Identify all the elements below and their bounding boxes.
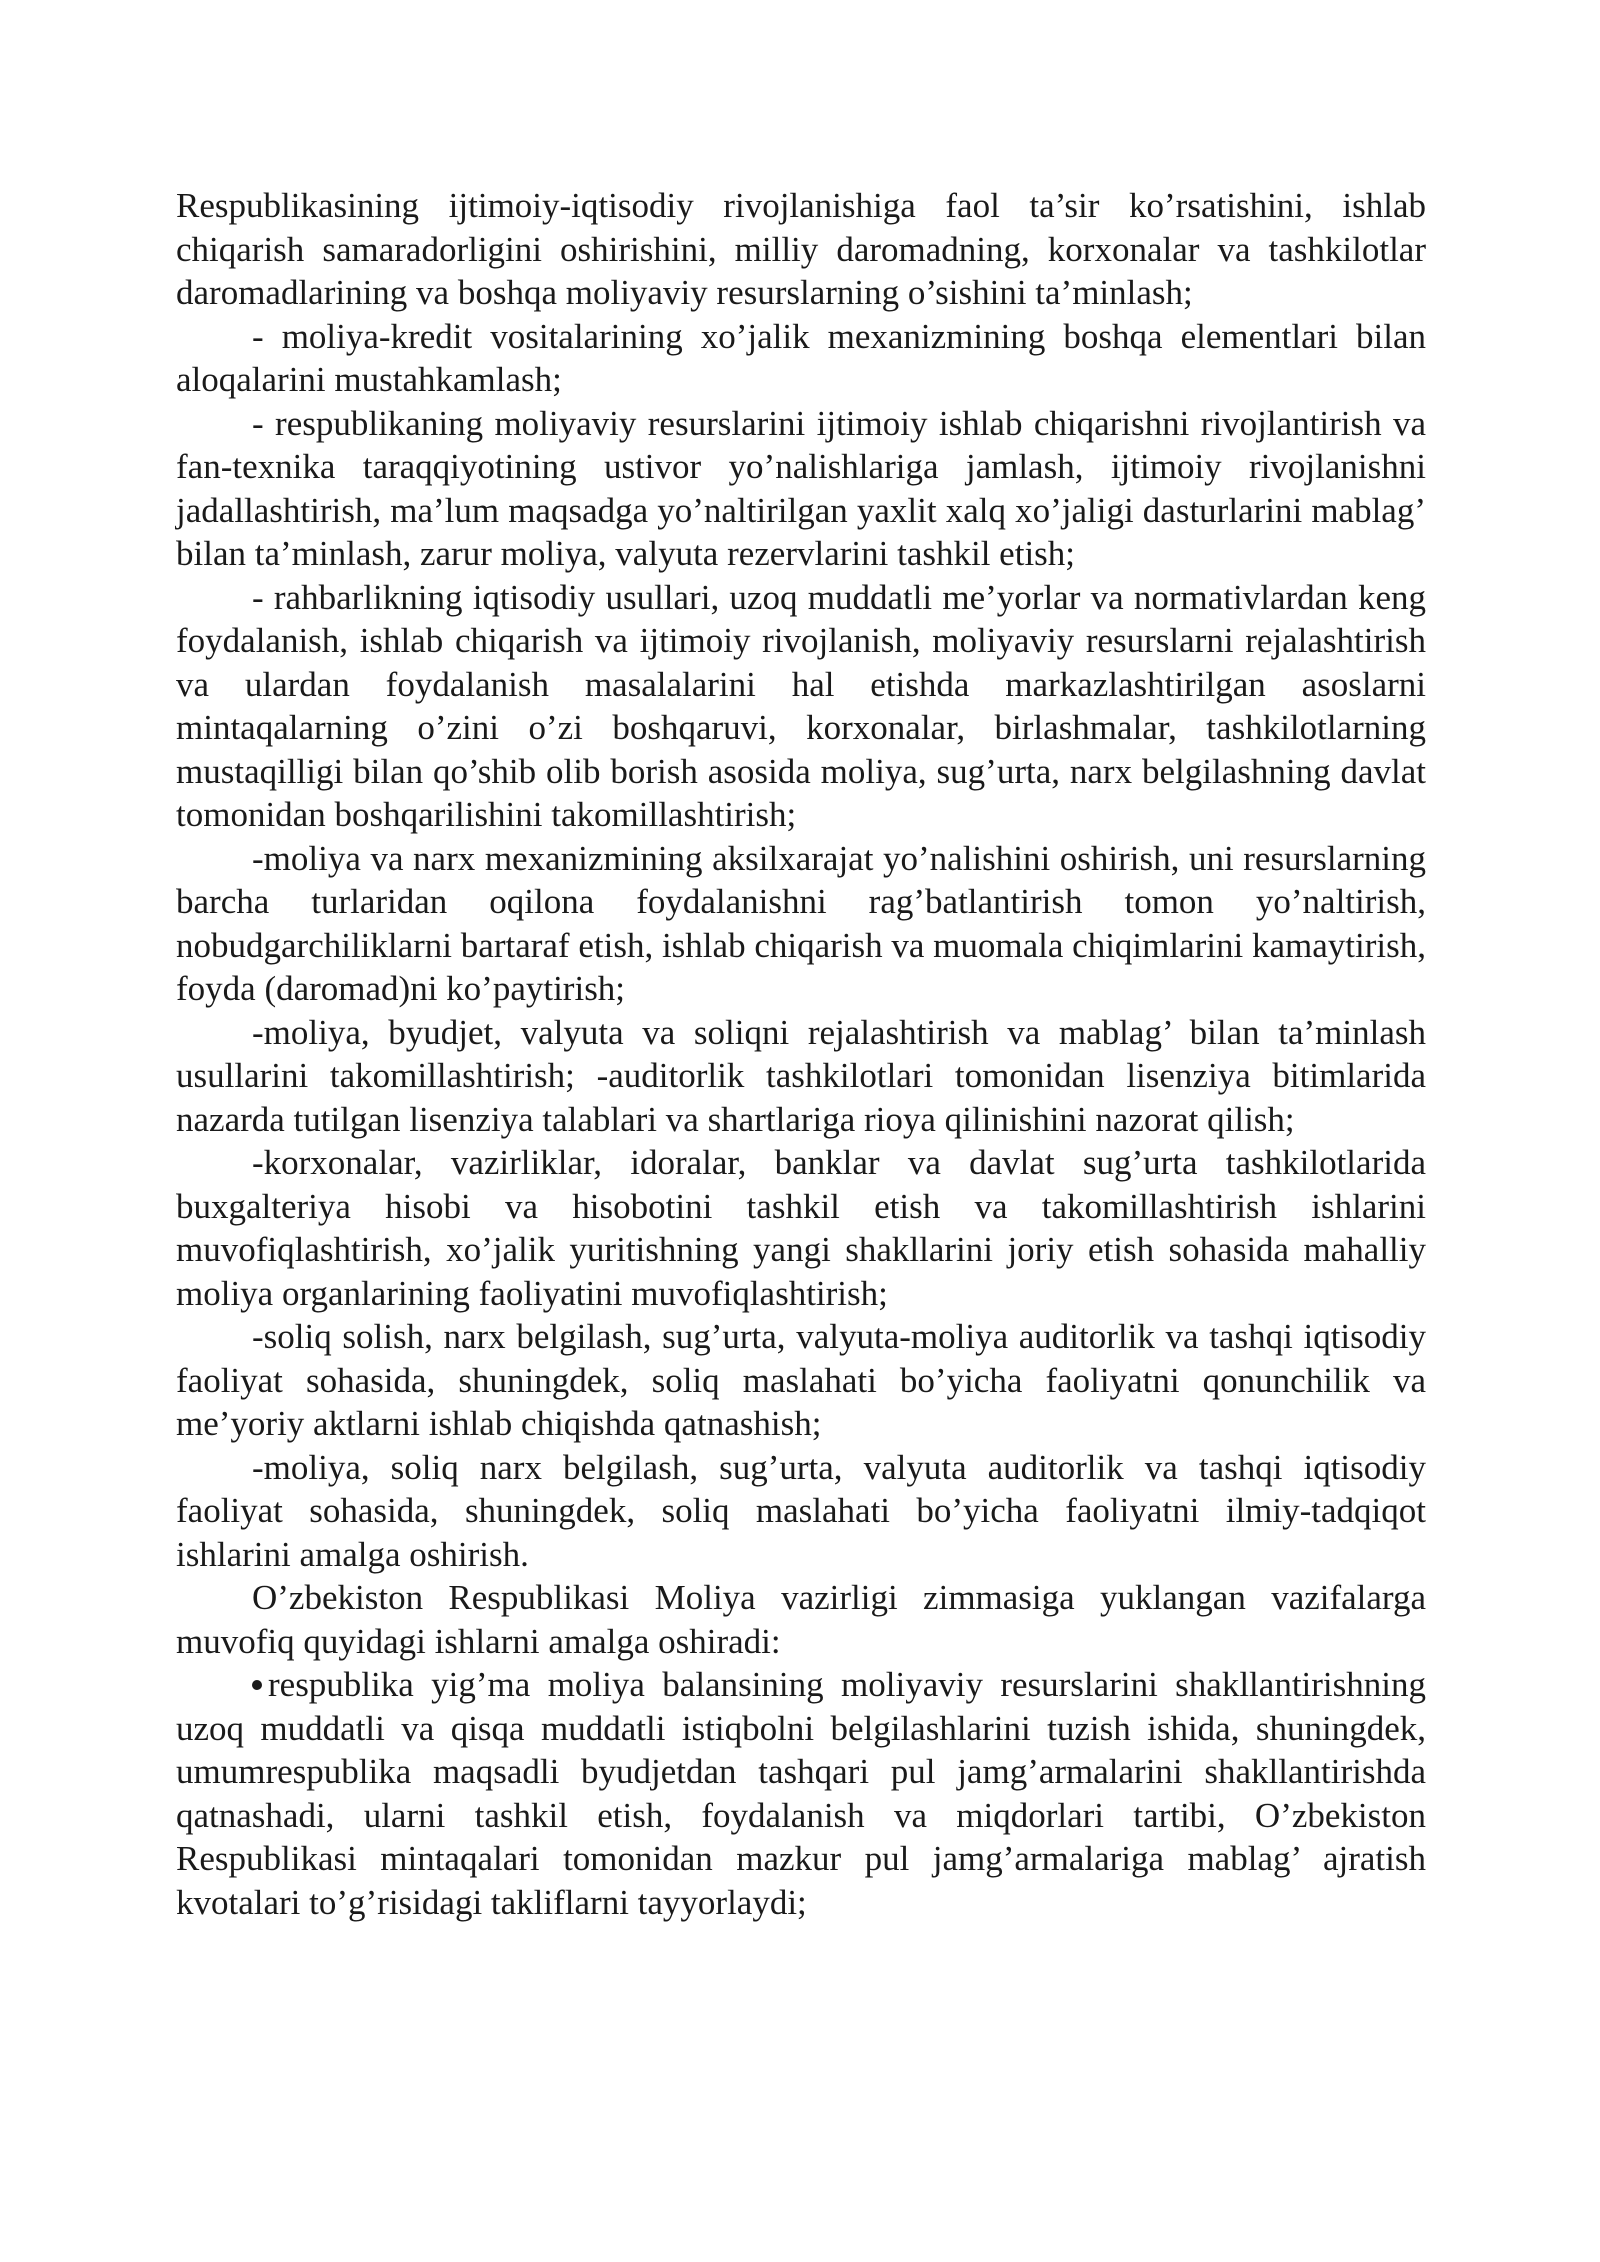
bullet-item-text: respublika yig’ma moliya balansining moliyaviy resurslarini shakllantirishning uzoq muddatli va qisqa muddatli istiqbolni belgilashlarini tuzish ishida, shuningdek, umumrespublika maqsadli byudjetdan tashqari pul jamg’armalarini shakllantirishda qatnashadi, ularni tashkil etish, foydalanish va miqdorlari tartibi, O’zbekiston Respublikasi mintaqalari tomonidan mazkur pul jamg’armalariga mablag’ ajratish kvotalari to’g’risidagi takliflarni tayyorlaydi; bbox=[176, 1665, 1426, 1922]
paragraph-budget-planning: -moliya, byudjet, valyuta va soliqni rejalashtirish va mablag’ bilan ta’minlash usullarini takomillashtirish; -auditorlik tashkilotlari tomonidan lisenziya bitimlarida nazarda tutilgan lisenziya talablari va shartlariga rioya qilinishini nazorat qilish; bbox=[176, 1012, 1426, 1139]
paragraph-price-mechanism: -moliya va narx mexanizmining aksilxarajat yo’nalishini oshirish, uni resurslarning barcha turlaridan oqilona foydalanishni rag’batlantirish tomon yo’naltirish, nobudgarchiliklarni bartaraf etish, ishlab chiqarish va muomala chiqimlarini kamaytirish, foyda (daromad)ni ko’paytirish; bbox=[176, 838, 1426, 1008]
paragraph-management: - rahbarlikning iqtisodiy usullari, uzoq muddatli me’yorlar va normativlardan keng foydalanish, ishlab chiqarish va ijtimoiy rivojlanish, moliyaviy resurslarni rejalashtirish va ulardan foydalanish masalalarini hal etishda markazlashtirilgan asoslarni mintaqalarning o’zini o’zi boshqaruvi, korxonalar, birlashmalar, tashkilotlarning mustaqilligi bilan qo’shib olib borish asosida moliya, sug’urta, narx belgilashning davlat tomonidan boshqarilishini takomillashtirish; bbox=[176, 577, 1426, 834]
paragraph-intro: Respublikasining ijtimoiy-iqtisodiy rivojlanishiga faol ta’sir ko’rsatishini, ishlab chiqarish samaradorligini oshirishini, milliy daromadning, korxonalar va tashkilotlar daromadlarining va boshqa moliyaviy resurslarning o’sishini ta’minlash; bbox=[176, 186, 1426, 312]
bullet-item-balance bbox=[176, 1663, 1426, 1924]
bullet-icon bbox=[252, 1680, 262, 1690]
document-page bbox=[176, 184, 1426, 1924]
paragraph-legislation: -soliq solish, narx belgilash, sug’urta, valyuta-moliya auditorlik va tashqi iqtisodiy faoliyat sohasida, shuningdek, soliq maslahati bo’yicha faoliyatni qonunchilik va me’yoriy aktlarni ishlab chiqishda qatnashish; bbox=[176, 1317, 1426, 1443]
paragraph-ministry-duties: O’zbekiston Respublikasi Moliya vazirligi zimmasiga yuklangan vazifalarga muvofiq quyidagi ishlarni amalga oshiradi: bbox=[176, 1578, 1426, 1661]
paragraph-accounting: -korxonalar, vazirliklar, idoralar, banklar va davlat sug’urta tashkilotlarida buxgalteriya hisobi va hisobotini tashkil etish va takomillashtirish ishlarini muvofiqlashtirish, xo’jalik yuritishning yangi shakllarini joriy etish sohasida mahalliy moliya organlarining faoliyatini muvofiqlashtirish; bbox=[176, 1143, 1426, 1313]
paragraph-research: -moliya, soliq narx belgilash, sug’urta, valyuta auditorlik va tashqi iqtisodiy faoliyat sohasida, shuningdek, soliq maslahati bo’yicha faoliyatni ilmiy-tadqiqot ishlarini amalga oshirish. bbox=[176, 1447, 1426, 1574]
paragraph-credit-tools: - moliya-kredit vositalarining xo’jalik mexanizmining boshqa elementlari bilan aloqalarini mustahkamlash; bbox=[176, 316, 1426, 399]
paragraph-resources: - respublikaning moliyaviy resurslarini ijtimoiy ishlab chiqarishni rivojlantirish va fan-texnika taraqqiyotining ustivor yo’nalishlariga jamlash, ijtimoiy rivojlanishni jadallashtirish, ma’lum maqsadga yo’naltirilgan yaxlit xalq xo’jaligi dasturlarini mablag’ bilan ta’minlash, zarur moliya, valyuta rezervlarini tashkil etish; bbox=[176, 403, 1426, 573]
